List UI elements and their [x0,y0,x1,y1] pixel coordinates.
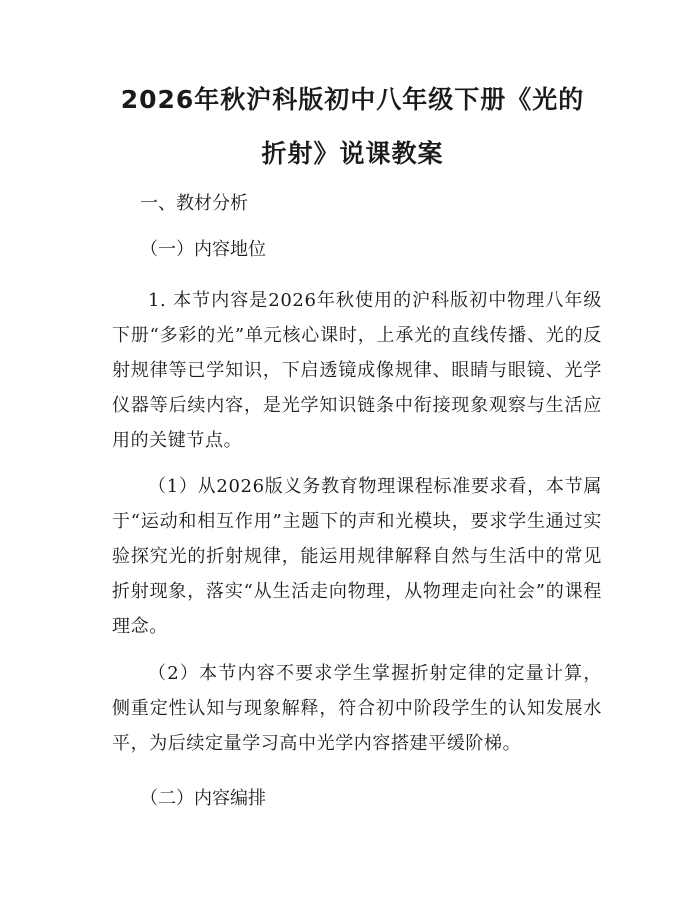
subsection-heading: （一）内容地位 [140,239,266,260]
paragraph-curriculum-standard: （1）从2026版义务教育物理课程标准要求看，本节属于“运动和相互作用”主题下的声和光模块，要求学生通过实验探究光的折射规律，能运用规律解释自然与生活中的常见折射现象，落实“从生活走向物理，从物理走向社会”的课程理念。 [112,476,602,637]
subsection-heading: （二）内容编排 [140,788,266,809]
document-title: 2026年秋沪科版初中八年级下册《光的折射》说课教案 [120,85,585,168]
paragraph-content-position: 1. 本节内容是2026年秋使用的沪科版初中物理八年级下册“多彩的光”单元核心课时，上承光的直线传播、光的反射规律等已学知识，下启透镜成像规律、眼睛与眼镜、光学仪器等后续内容，是光学知识链条中衔接现象观察与生活应用的关键节点。 [112,290,602,451]
section-heading: 一、教材分析 [140,193,248,214]
paragraph-learning-level: （2）本节内容不要求学生掌握折射定律的定量计算，侧重定性认知与现象解释，符合初中阶段学生的认知发展水平，为后续定量学习高中光学内容搭建平缓阶梯。 [112,663,602,754]
